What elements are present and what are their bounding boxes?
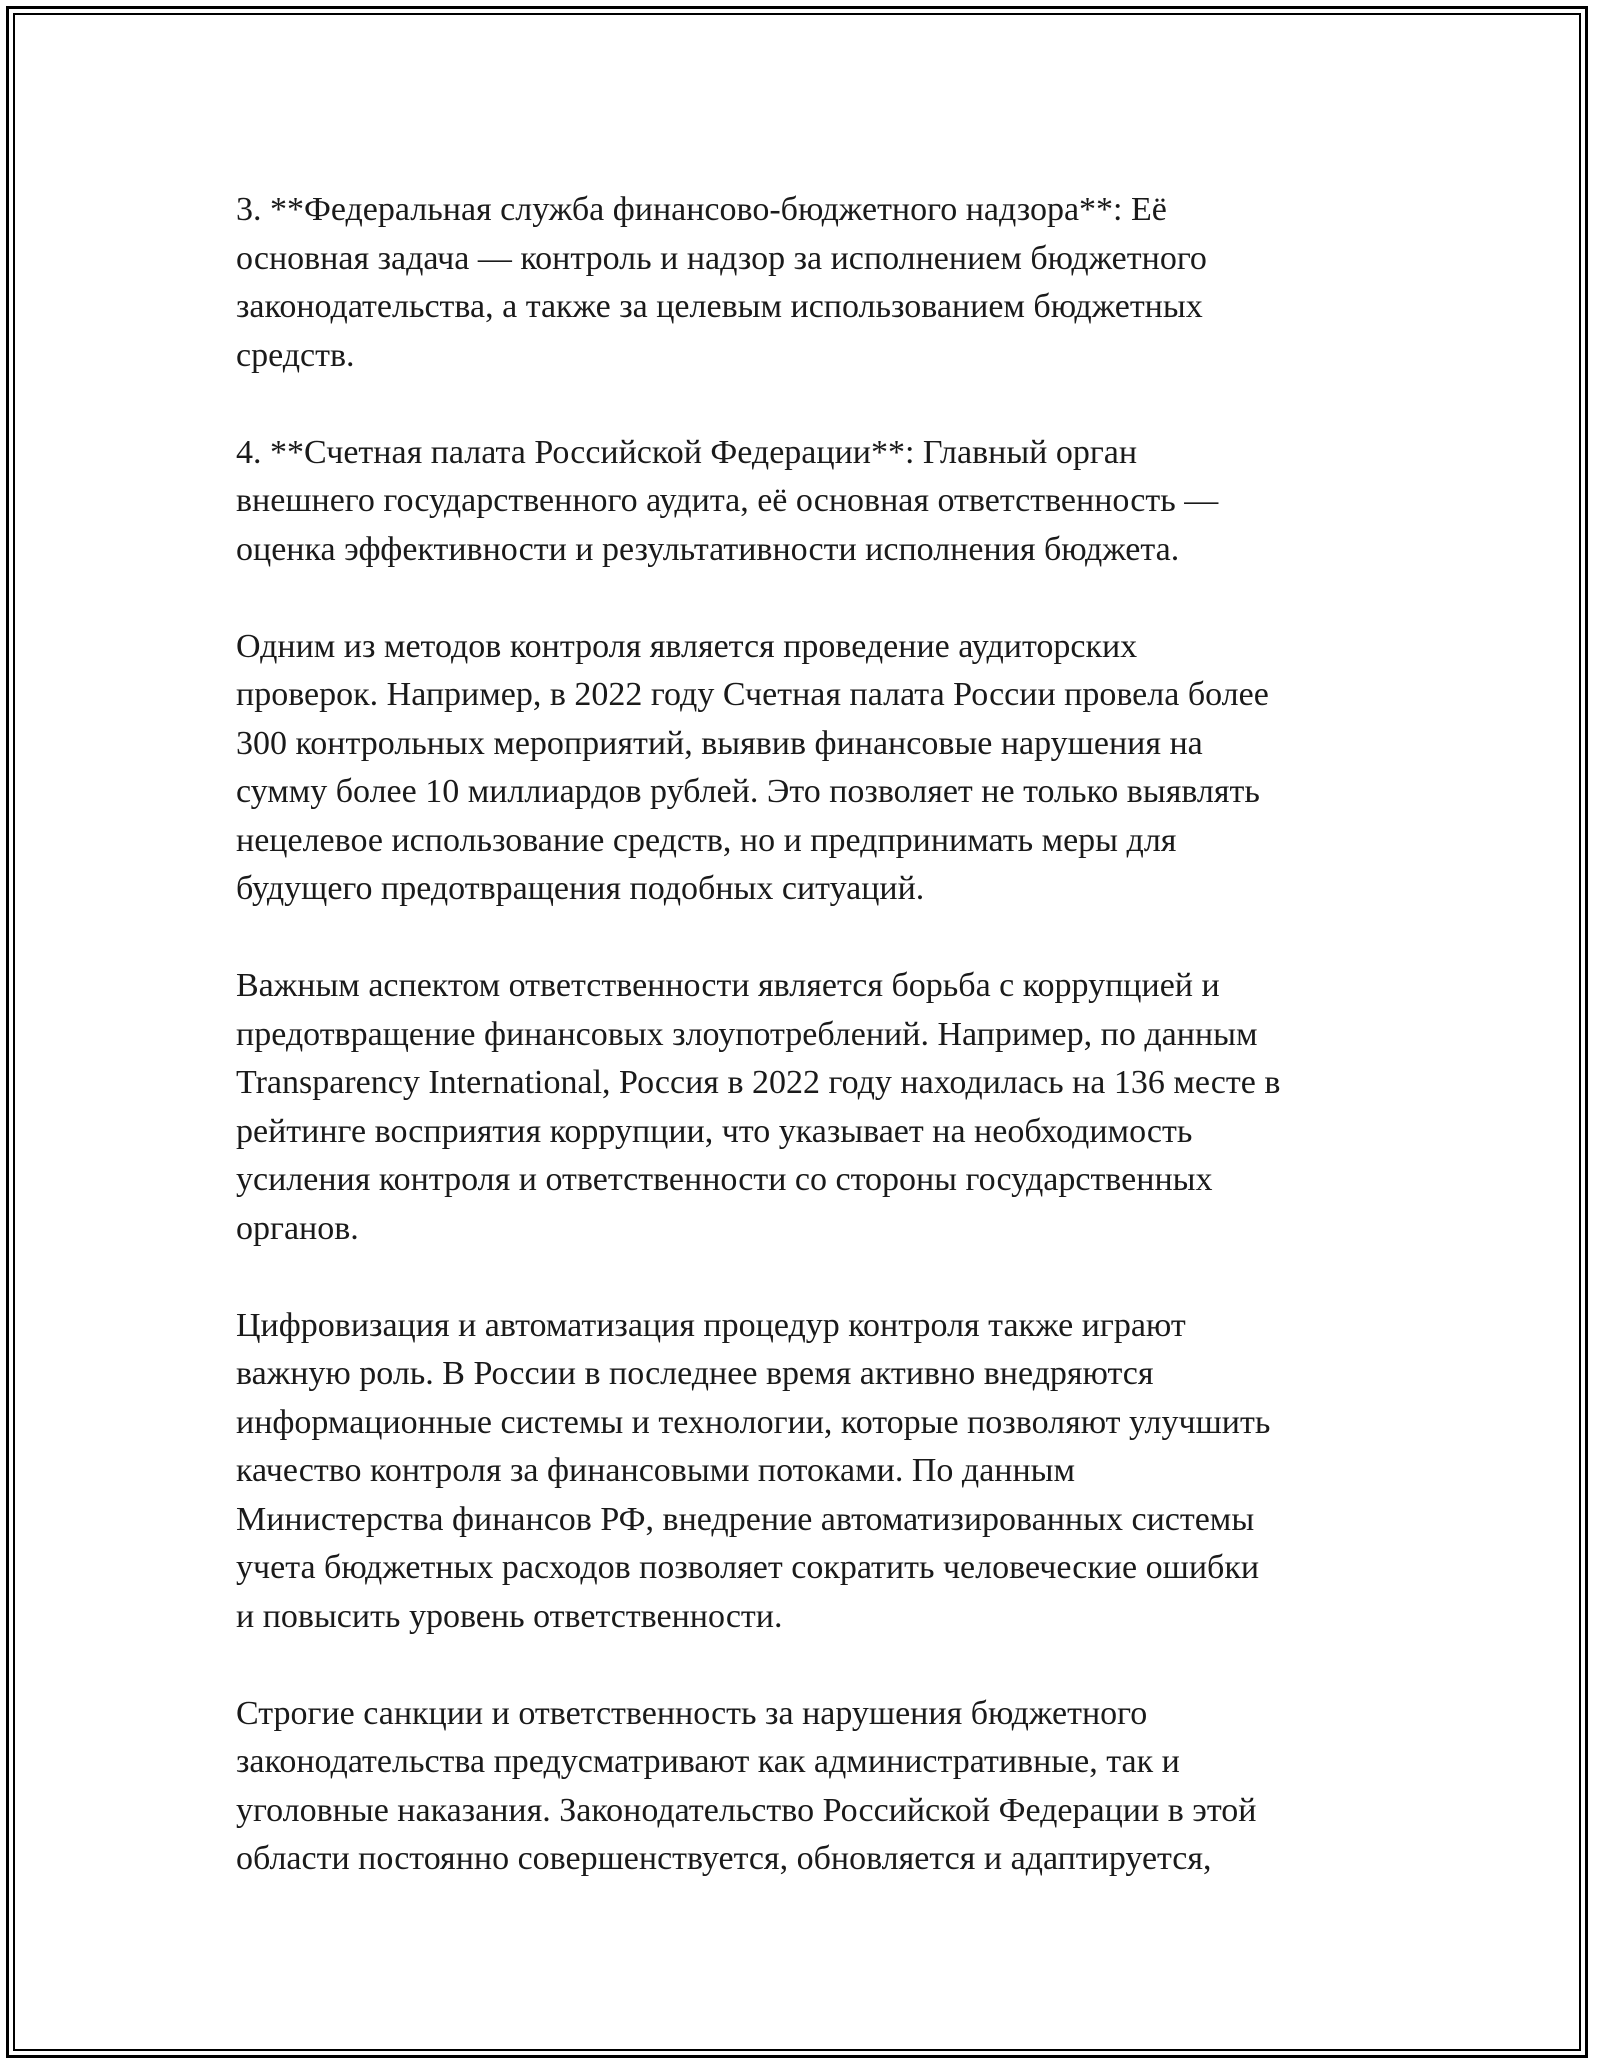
text-line: Цифровизация и автоматизация процедур контроля также играют <box>236 1306 1186 1344</box>
text-line: и повысить уровень ответственности. <box>236 1597 783 1635</box>
paragraph-audit-methods <box>236 623 1386 914</box>
text-line: предотвращение финансовых злоупотреблений. Например, по данным <box>236 1015 1258 1053</box>
text-line: Transparency International, Россия в 2022 году находилась на 136 месте в <box>236 1064 1281 1101</box>
text-line: области постоянно совершенствуется, обновляется и адаптируется, <box>236 1840 1212 1877</box>
document-body <box>236 186 1386 1932</box>
text-line: Одним из методов контроля является проведение аудиторских <box>236 627 1138 665</box>
text-line: важную роль. В России в последнее время активно внедряются <box>236 1355 1154 1392</box>
text-line: проверок. Например, в 2022 году Счетная палата России провела более <box>236 676 1269 713</box>
text-line: будущего предотвращения подобных ситуаций. <box>236 870 925 907</box>
text-line: Министерства финансов РФ, внедрение автоматизированных системы <box>236 1500 1255 1538</box>
text-line: законодательства предусматривают как административные, так и <box>236 1743 1180 1780</box>
text-line: учета бюджетных расходов позволяет сократить человеческие ошибки <box>236 1549 1260 1586</box>
text-line: информационные системы и технологии, которые позволяют улучшить <box>236 1403 1271 1441</box>
text-line: основная задача — контроль и надзор за исполнением бюджетного <box>236 239 1207 277</box>
text-line: 3. **Федеральная служба финансово-бюджетного надзора**: Её <box>236 191 1167 228</box>
paragraph-digitalization <box>236 1302 1386 1642</box>
text-line: 4. **Счетная палата Российской Федерации**: Главный орган <box>236 433 1138 471</box>
text-line: Строгие санкции и ответственность за нарушения бюджетного <box>236 1694 1148 1732</box>
text-line: сумму более 10 миллиардов рублей. Это позволяет не только выявлять <box>236 773 1260 810</box>
paragraph-accounts-chamber <box>236 429 1386 575</box>
text-line: качество контроля за финансовыми потоками. По данным <box>236 1452 1076 1489</box>
text-line: оценка эффективности и результативности исполнения бюджета. <box>236 530 1180 568</box>
text-line: средств. <box>236 336 355 374</box>
text-line: уголовные наказания. Законодательство Российской Федерации в этой <box>236 1791 1257 1829</box>
text-line: нецелевое использование средств, но и предпринимать меры для <box>236 821 1177 859</box>
text-line: внешнего государственного аудита, её основная ответственность — <box>236 482 1219 519</box>
text-line: рейтинге восприятия коррупции, что указывает на необходимость <box>236 1112 1193 1150</box>
text-line: усиления контроля и ответственности со стороны государственных <box>236 1161 1213 1198</box>
text-line: 300 контрольных мероприятий, выявив финансовые нарушения на <box>236 724 1203 762</box>
text-line: законодательства, а также за целевым использованием бюджетных <box>236 288 1203 325</box>
text-line: Важным аспектом ответственности является борьба с коррупцией и <box>236 967 1220 1004</box>
paragraph-federal-service <box>236 186 1386 380</box>
paragraph-anti-corruption <box>236 962 1386 1253</box>
text-line: органов. <box>236 1209 359 1247</box>
paragraph-sanctions <box>236 1690 1386 1884</box>
